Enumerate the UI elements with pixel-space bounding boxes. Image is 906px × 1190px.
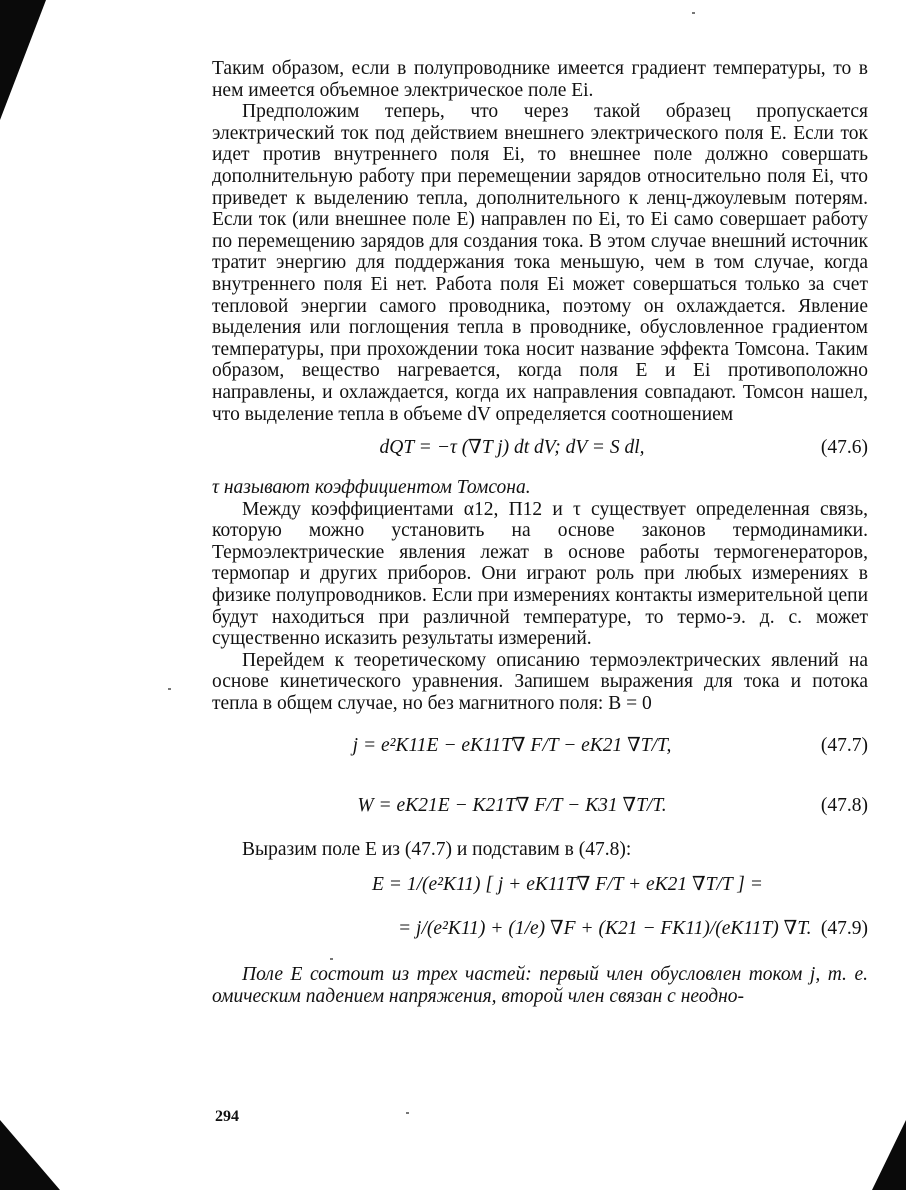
paragraph: Выразим поле E из (47.7) и подставим в (47.8): [242, 838, 632, 860]
paragraph: Предположим теперь, что через такой образец пропускается электрический ток под действием внешнего электрического поля E. Если ток идет против внутреннего поля Ei, то внешнее поле должно совершать дополнительную работу при перемещении зарядов относительно поля Ei, что приведет к выделению тепла, дополнительного к ленц-джоулевым потерям. Если ток (или внешнее поле E) направлен по Ei, то Ei само совершает работу по перемещению зарядов для создания тока. В этом случае внешний источник тратит энергию для поддержания тока меньшую, чем в том случае, когда внутреннего поля Ei нет. Работа поля Ei может совершаться только за счет тепловой энергии самого проводника, поэтому он охлаждается. Явление выделения или поглощения тепла в проводнике, обусловленное градиентом температуры, при прохождении тока носит название эффекта Томсона. Таким образом, вещество нагревается, когда поля E и Ei противоположно направлены, и охлаждается, когда их направления совпадают. Томсон нашел, что выделение тепла в объеме dV определяется соотношением [212, 101, 868, 425]
equation-47-7 [212, 719, 868, 775]
paragraph: τ называют коэффициентом Томсона. [212, 477, 531, 499]
equation-number: (47.6) [820, 437, 868, 459]
equation-47-9 [212, 864, 868, 960]
equation-47-6 [212, 429, 868, 473]
equation-body: j = e²K11E − eK11T∇ F/T − eK21 ∇T/T, [352, 734, 672, 756]
equation-number: (47.9) [820, 918, 868, 940]
scan-speck [692, 12, 695, 14]
scan-corner-top-left [0, 0, 46, 120]
page-body [212, 58, 868, 1007]
paragraph: Между коэффициентами α12, Π12 и τ существует определенная связь, которую можно установить на основе законов термодинамики. Термоэлектрические явления лежат в основе работы термогенераторов, термопар и других приборов. Они играют роль при любых измерениях в физике полупроводников. Если при измерениях контакты измерительной цепи будут находиться при различной температуре, то термо-э. д. с. может существенно исказить результаты измерений. [212, 498, 868, 650]
equation-body: W = eK21E − K21T∇ F/T − K31 ∇T/T. [357, 794, 667, 816]
equation-line: = j/(e²K11) + (1/e) ∇F + (K21 − FK11)/(eK11T) ∇T. [398, 918, 812, 940]
page-number: 294 [215, 1108, 239, 1125]
equation-body: dQT = −τ (∇T j) dt dV; dV = S dl, [379, 437, 645, 459]
scan-corner-bottom-left [0, 1120, 60, 1190]
paragraph: Поле E состоит из трех частей: первый член обусловлен током j, т. е. омическим падением напряжения, второй член связан с неодно- [212, 964, 868, 1007]
equation-number: (47.7) [820, 734, 868, 756]
equation-line: E = 1/(e²K11) [ j + eK11T∇ F/T + eK21 ∇T/T ] = [372, 874, 763, 896]
paragraph: Перейдем к теоретическому описанию термоэлектрических явлений на основе кинетического уравнения. Запишем выражения для тока и потока тепла в общем случае, но без магнитного поля: B = 0 [212, 649, 868, 715]
paragraph: Таким образом, если в полупроводнике имеется градиент температуры, то в нем имеется объемное электрическое поле Ei. [212, 58, 868, 101]
scan-speck [406, 1112, 409, 1114]
equation-number: (47.8) [820, 794, 868, 816]
scan-corner-bottom-right [872, 1120, 906, 1190]
scan-speck [168, 688, 171, 690]
equation-47-8 [212, 779, 868, 835]
